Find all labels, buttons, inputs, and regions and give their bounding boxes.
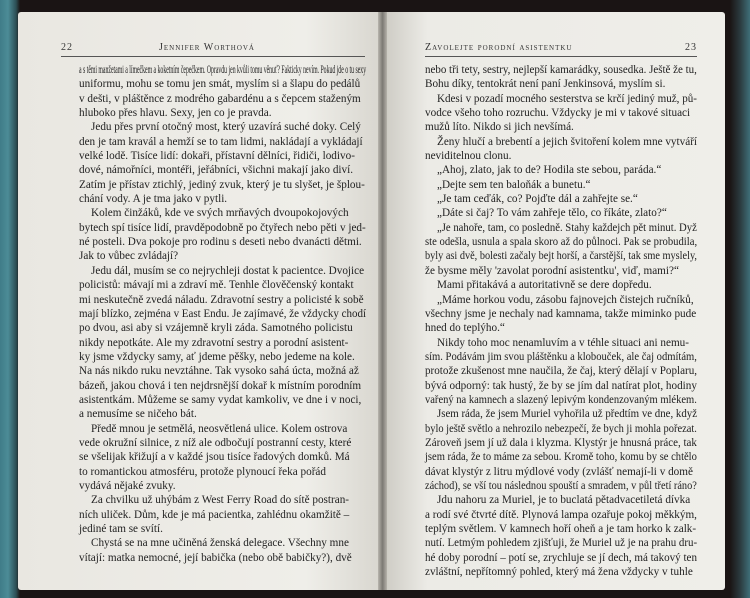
text-line: nutí. Letmým pohledem zjišťuji, že Muriel už je na prahu dru- xyxy=(425,537,698,550)
text-line: bylo ještě světlo a nehrozilo nebezpečí, že bych ji mohla pořezat. xyxy=(425,422,697,435)
left-page-header xyxy=(61,42,365,57)
text-line: vodce všeho toho rozruchu. Vždycky je mi v takové situaci xyxy=(425,107,691,120)
right-page xyxy=(387,12,725,590)
text-line: nebo tři tety, sestry, nejlepší kamarádky, sousedka. Ještě že tu, xyxy=(425,64,697,76)
text-line: hé doby porodní – potí se, zrychluje se jí dech, má takový ten xyxy=(425,551,697,564)
text-line: po dvou, asi aby si vzájemně kryli záda. Samotného policistu xyxy=(79,322,353,335)
text-line: policistů: mávají mi a zdraví mě. Tenhle člověčenský kontakt xyxy=(79,279,354,292)
text-line: jsem ráda, že to máme za sebou. Kromě toho, komu by se chtělo xyxy=(425,451,697,464)
text-line: Kolem činžáků, kde ve svých mrňavých dvoupokojových xyxy=(91,207,349,220)
left-page-body xyxy=(79,63,366,565)
text-line: Chystá se na mne učiněná ženská delegace. Všechny mne xyxy=(91,537,349,550)
text-line: v dešti, v pláštěnce z modrého gabardénu a s čepcem staženým xyxy=(79,92,361,105)
text-line: „Dáte si čaj? To vám zahřeje tělo, co říkáte, zlato?“ xyxy=(437,207,667,220)
text-line: „Ahoj, zlato, jak to de? Hodila ste sebou, paráda.“ xyxy=(437,164,662,177)
text-line: byly asi dvě, bolesti začaly bejt horší, a čarstější, tak sme myslely, xyxy=(425,250,698,263)
text-line: neviditelnou clonu. xyxy=(425,150,512,163)
text-line: Jsem ráda, že jsem Muriel vyhořila už předtím ve dne, když xyxy=(437,408,698,421)
text-line: protože zkušenost mne naučila, že čaj, který dělají v Poplaru, xyxy=(425,365,698,378)
text-line: vydává nějaké zvuky. xyxy=(79,479,176,492)
text-line: vede okružní silnice, z níž ale odbočují postranní cesty, které xyxy=(79,436,352,449)
text-line: den je tam kravál a hemží se to tam lidmi, nakládají a vykládají xyxy=(79,135,363,148)
text-line: dávat klystýr z litru mýdlové vody (zvlášť nemají-li v domě xyxy=(425,465,693,478)
text-line: hned do teplýho.“ xyxy=(425,322,505,335)
text-line: všechny jsme je nechaly nad kamnama, takže miminko pude xyxy=(425,307,697,320)
text-line: Jedu přes první otočný most, který uzavírá suché doky. Celý xyxy=(91,121,361,134)
text-line: ních uliček. Dům, kde je má pacientka, zahlédnu okamžitě – xyxy=(79,508,350,521)
text-line: že bysme měly 'zavolat porodní asistentku', viď, mami?“ xyxy=(425,264,679,277)
right-page-body xyxy=(425,63,697,579)
text-line: Nikdy toho moc nenamluvím a v téhle situaci ani nemu- xyxy=(437,336,689,349)
text-line: Bohu díky, tentokrát není paní Jenkinsová, myslím si. xyxy=(425,78,666,91)
text-line: nikdy nepotkáte. Ale my zdravotní sestry a porodní asistent- xyxy=(79,336,349,349)
text-line: bývá odporný: tak hustý, že by se jím dal natírat plot, hodiny xyxy=(425,379,697,392)
text-line: jediné tam se svítí. xyxy=(79,523,163,535)
text-line: se všelijak křižují a v každé jsou tisíce řadových domků. Má xyxy=(79,451,350,464)
text-line: uniformu, mohu se tomu jen smát, myslím si a šlapu do pedálů xyxy=(79,78,361,91)
page-number-right: 23 xyxy=(685,42,697,53)
page-number-left: 22 xyxy=(61,42,73,53)
text-line: ste odešla, usnula a spala skoro až do půlnoci. Pak se probudila, xyxy=(425,236,698,249)
text-line: vítají: matka nemocné, její babička (nebo obě babičky?), dvě xyxy=(79,551,352,564)
text-line: „Je nahoře, tam, co posledně. Stahy každejch pět minut. Dyž xyxy=(437,221,697,234)
text-line: bytech spí tisíce lidí, pravděpodobně po čtyřech nebo pěti v jed- xyxy=(79,221,366,234)
text-line: záchod), se vší tou následnou spouští a smradem, v půl třetí ráno? xyxy=(425,479,697,492)
text-line: hluboko přes hlavu. Sexy, jen co je pravda. xyxy=(79,107,272,120)
text-line: Zatím je přístav ztichlý, jediný zvuk, který je tu slyšet, je šplou- xyxy=(79,178,365,191)
text-line: a rodí své čtvrté dítě. Plynová lampa ozařuje pokoj měkkým, xyxy=(425,508,697,521)
text-line: asistentkám. Můžeme se samy vydat kamkoliv, ve dne i v noci, xyxy=(79,393,362,406)
text-line: velké lodě. Tisíce lidí: dokaři, přístavní dělníci, řidiči, lodivo- xyxy=(79,150,355,163)
text-line: to romantickou atmosféru, protože plynoucí řeka pořád xyxy=(79,465,326,478)
running-header-author: Jennifer Worthová xyxy=(158,42,255,53)
text-line: Jak to vůbec zvládají? xyxy=(79,250,179,263)
text-line: Jedu dál, musím se co nejrychleji dostat k pacientce. Dvojice xyxy=(91,264,365,277)
right-page-header xyxy=(425,42,697,57)
text-line: Předě mnou je setmělá, neosvětlená ulice. Kolem ostrova xyxy=(91,422,348,435)
text-line: né posteli. Dva pokoje pro rodinu s deseti nebo dvanácti dětmi. xyxy=(79,236,362,249)
text-line: Na nás nikdo ruku nevztáhne. Tak vysoko sahá úcta, možná až xyxy=(79,365,359,378)
text-line: Zároveň jsem jí už dala i klyzma. Klystýr je hnusná práce, tak xyxy=(425,436,697,449)
text-line: Za chvilku už uhýbám z West Ferry Road do sítě postran- xyxy=(91,494,350,507)
text-line: dové, námořníci, montéři, jeřábníci, všichni makají jako diví. xyxy=(79,164,354,177)
text-line: chání vody. A je tma jako v pytli. xyxy=(79,193,228,206)
text-line: mi neskutečně zvedá náladu. Zdravotní sestry a policisté k sobě xyxy=(79,293,364,306)
text-line: bázeň, jakou chová i ten nejdrsnější dokař k místním porodním xyxy=(79,379,362,392)
text-line: a nemusíme se ničeho bát. xyxy=(79,408,197,421)
text-line: Jdu nahoru za Muriel, je to buclatá pětadvacetiletá dívka xyxy=(437,494,691,507)
book-gutter xyxy=(378,12,387,590)
text-line: „Máme horkou vodu, zásobu fajnovejch čistejch ručníků, xyxy=(437,293,694,306)
text-line: ky jsme vždycky samy, ať jdeme pěšky, nebo jedeme na kole. xyxy=(79,350,355,363)
text-line: vařený na kamnech a slazený lepivým kondenzovaným mlékem. xyxy=(425,393,697,406)
text-line: mají blízko, zejména v East Endu. Je zajímavé, že vždycky chodí xyxy=(79,307,367,320)
text-line: teplým světlem. V kamnech hoří oheň a je tam horko k zalk- xyxy=(425,523,697,535)
text-line: Ženy hlučí a brebentí a jejich švitoření kolem mne vytváří xyxy=(437,135,698,148)
text-line: Mami přitakává a autoritativně se dere dopředu. xyxy=(437,279,652,292)
left-page xyxy=(18,12,378,590)
text-line: mužů líto. Nikdo si jich nevšímá. xyxy=(425,121,574,134)
text-line: Kdesi v pozadí mocného sesterstva se krčí jediný muž, pů- xyxy=(437,92,697,105)
text-line: „Dejte sem ten baloňák a bunetu.“ xyxy=(437,178,591,191)
text-line: „Je tam ceďák, co? Pojďte dál a zahřejte se.“ xyxy=(437,193,638,206)
text-line: a s těmi manžetami a límečkem a koketním čepečkem. Opravdu jen kvůli tomu věnuť? Fakticky nevím. Pokud jde o tu sexy xyxy=(79,64,367,76)
running-header-title: Zavolejte porodní asistentku xyxy=(425,42,573,53)
text-line: sím. Podávám jim svou pláštěnku a klobouček, ale čaj odmítám, xyxy=(425,350,697,363)
text-line: zvláštní, nepřítomný pohled, který má žena vždycky v tuhle xyxy=(425,566,693,579)
